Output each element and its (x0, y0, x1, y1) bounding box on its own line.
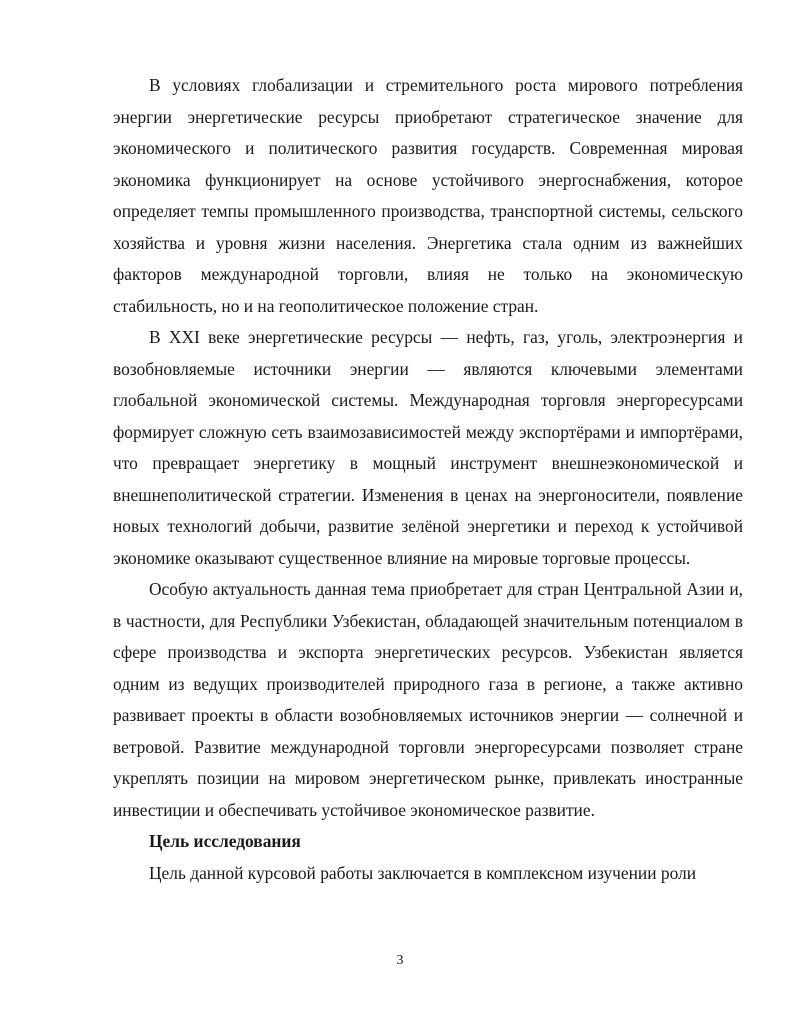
paragraph-uzbekistan: Особую актуальность данная тема приобретает для стран Центральной Азии и, в частности, для Республики Узбекистан, обладающей значительным потенциалом в сфере производства и экспорта энергетических ресурсов. Узбекистан является одним из ведущих производителей природного газа в регионе, а также активно развивает проекты в области возобновляемых источников энергии — солнечной и ветровой. Развитие международной торговли энергоресурсами позволяет стране укреплять позиции на мировом энергетическом рынке, привлекать иностранные инвестиции и обеспечивать устойчивое экономическое развитие. (113, 579, 743, 820)
paragraph-energy-resources: В XXI веке энергетические ресурсы — нефть, газ, уголь, электроэнергия и возобновляемые источники энергии — являются ключевыми элементами глобальной экономической системы. Международная торговля энергоресурсами формирует сложную сеть взаимозависимостей между экспортёрами и импортёрами, что превращает энергетику в мощный инструмент внешнеэкономической и внешнеполитической стратегии. Изменения в ценах на энергоносители, появление новых технологий добычи, развитие зелёной энергетики и переход к устойчивой экономике оказывают существенное влияние на мировые торговые процессы. (113, 327, 743, 568)
page-number: 3 (396, 953, 404, 968)
section-heading: Цель исследования (149, 831, 301, 851)
paragraph-globalization: В условиях глобализации и стремительного роста мирового потребления энергии энергетические ресурсы приобретают стратегическое значение для экономического и политического развития государств. Современная мировая экономика функционирует на основе устойчивого энергоснабжения, которое определяет темпы промышленного производства, транспортной системы, сельского хозяйства и уровня жизни населения. Энергетика стала одним из важнейших факторов международной торговли, влияя не только на экономическую стабильность, но и на геополитическое положение стран. (113, 75, 743, 316)
paragraph-research-goal: Цель данной курсовой работы заключается в комплексном изучении роли (149, 862, 697, 883)
page-content (113, 70, 743, 889)
